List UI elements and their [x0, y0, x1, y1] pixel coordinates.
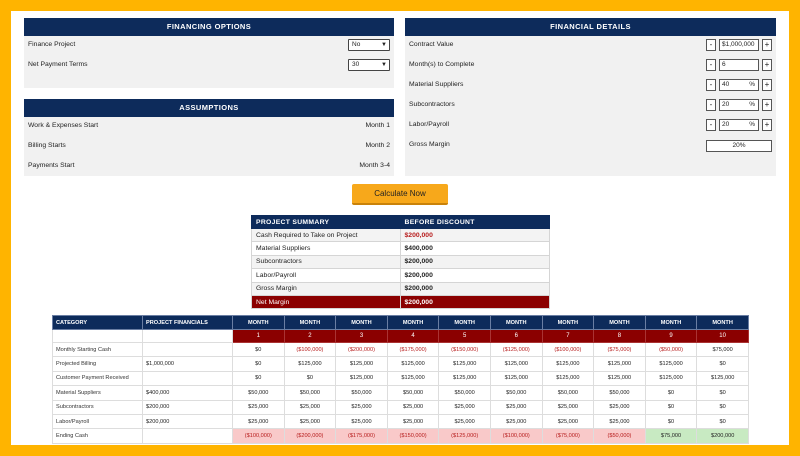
blank-cell	[143, 330, 233, 343]
month-value-cell: $50,000	[594, 386, 646, 400]
month-value-cell: $125,000	[439, 371, 491, 385]
month-value-cell: ($150,000)	[439, 343, 491, 357]
labor-payroll-label: Labor/Payroll	[409, 121, 450, 128]
header-month: MONTH	[697, 316, 749, 330]
month-value-cell: ($125,000)	[439, 429, 491, 443]
month-value-cell: ($150,000)	[387, 429, 439, 443]
month-value-cell: $25,000	[233, 400, 285, 414]
month-value-cell: $25,000	[336, 414, 388, 428]
financial-details-title: FINANCIAL DETAILS	[405, 18, 776, 36]
percent-unit: %	[749, 81, 755, 88]
table-row	[53, 414, 749, 428]
table-row	[53, 400, 749, 414]
summary-row	[252, 269, 550, 282]
month-value-cell: $0	[697, 414, 749, 428]
app-canvas	[11, 11, 789, 445]
month-value-cell: $75,000	[645, 429, 697, 443]
assumptions-panel	[24, 99, 394, 176]
percent-unit: %	[749, 121, 755, 128]
row-category: Customer Payment Received	[53, 371, 143, 385]
header-month: MONTH	[387, 316, 439, 330]
month-number: 3	[336, 330, 388, 343]
month-value-cell: $125,000	[645, 371, 697, 385]
month-value-cell: $125,000	[387, 357, 439, 371]
month-number: 8	[594, 330, 646, 343]
header-project-financials: PROJECT FINANCIALS	[143, 316, 233, 330]
summary-value: $200,000	[400, 229, 549, 242]
month-value-cell: $50,000	[387, 386, 439, 400]
month-value-cell: $125,000	[490, 357, 542, 371]
row-category: Ending Cash	[53, 429, 143, 443]
subcontractors-label: Subcontractors	[409, 101, 455, 108]
blank-cell	[53, 330, 143, 343]
row-category: Subcontractors	[53, 400, 143, 414]
month-value-cell: $125,000	[490, 371, 542, 385]
months-label: Month(s) to Complete	[409, 61, 475, 68]
month-value-cell: $75,000	[697, 343, 749, 357]
month-value-cell: $0	[233, 343, 285, 357]
row-category: Monthly Starting Cash	[53, 343, 143, 357]
month-value-cell: $25,000	[594, 414, 646, 428]
material-suppliers-label: Material Suppliers	[409, 81, 464, 88]
month-value-cell: ($75,000)	[542, 429, 594, 443]
month-value-cell: $125,000	[594, 357, 646, 371]
month-value-cell: ($175,000)	[387, 343, 439, 357]
contract-value-label: Contract Value	[409, 41, 454, 48]
month-value-cell: $125,000	[542, 357, 594, 371]
monthly-financials-table	[52, 315, 749, 444]
assumption-value: Month 3-4	[359, 162, 390, 169]
month-value-cell: $25,000	[594, 400, 646, 414]
month-number: 1	[233, 330, 285, 343]
row-project-financial	[143, 429, 233, 443]
assumption-label: Payments Start	[28, 162, 75, 169]
material-suppliers-stepper	[706, 79, 772, 91]
labor-payroll-input[interactable]	[719, 119, 759, 131]
header-category: CATEGORY	[53, 316, 143, 330]
month-value-cell: $25,000	[233, 414, 285, 428]
month-value-cell: ($50,000)	[645, 343, 697, 357]
row-project-financial	[143, 343, 233, 357]
month-value-cell: $0	[645, 414, 697, 428]
material-suppliers-value: 40	[722, 81, 730, 88]
month-value-cell: $0	[697, 400, 749, 414]
month-value-cell: $25,000	[284, 400, 336, 414]
month-value-cell: $0	[645, 386, 697, 400]
month-number: 10	[697, 330, 749, 343]
months-input[interactable]: 6	[719, 59, 759, 71]
financing-options-panel	[24, 18, 394, 88]
material-suppliers-input[interactable]	[719, 79, 759, 91]
row-category: Labor/Payroll	[53, 414, 143, 428]
summary-row	[252, 242, 550, 255]
summary-row	[252, 229, 550, 242]
gross-margin-value: 20%	[706, 140, 772, 152]
chevron-down-icon: ▼	[381, 42, 387, 48]
month-value-cell: $25,000	[387, 414, 439, 428]
month-value-cell: ($100,000)	[490, 429, 542, 443]
row-project-financial	[143, 371, 233, 385]
header-month: MONTH	[542, 316, 594, 330]
row-category: Material Suppliers	[53, 386, 143, 400]
table-row	[53, 343, 749, 357]
month-value-cell: ($100,000)	[284, 343, 336, 357]
summary-label: Subcontractors	[252, 255, 401, 268]
assumption-label: Billing Starts	[28, 142, 66, 149]
month-number: 2	[284, 330, 336, 343]
month-value-cell: $0	[645, 400, 697, 414]
month-value-cell: $25,000	[542, 414, 594, 428]
month-value-cell: $25,000	[542, 400, 594, 414]
financing-options-title: FINANCING OPTIONS	[24, 18, 394, 36]
chevron-down-icon: ▼	[381, 62, 387, 68]
row-project-financial: $400,000	[143, 386, 233, 400]
month-value-cell: ($75,000)	[594, 343, 646, 357]
month-value-cell: $0	[233, 357, 285, 371]
month-value-cell: $0	[284, 371, 336, 385]
month-value-cell: $25,000	[336, 400, 388, 414]
finance-project-label: Finance Project	[28, 41, 76, 48]
assumption-value: Month 2	[365, 142, 390, 149]
summary-row-net-margin	[252, 295, 550, 308]
financial-details-panel	[405, 18, 776, 176]
month-value-cell: $25,000	[284, 414, 336, 428]
row-category: Projected Billing	[53, 357, 143, 371]
net-terms-select[interactable]	[348, 59, 390, 71]
assumption-label: Work & Expenses Start	[28, 122, 99, 129]
increment-button[interactable]: +	[762, 39, 772, 51]
row-project-financial: $200,000	[143, 414, 233, 428]
table-row	[53, 386, 749, 400]
decrement-button[interactable]: -	[706, 39, 716, 51]
contract-value-stepper	[706, 39, 772, 51]
labor-payroll-value: 20	[722, 121, 730, 128]
header-month: MONTH	[233, 316, 285, 330]
decrement-button[interactable]: -	[706, 59, 716, 71]
assumption-value: Month 1	[365, 122, 390, 129]
month-value-cell: ($125,000)	[490, 343, 542, 357]
row-project-financial: $200,000	[143, 400, 233, 414]
month-value-cell: ($100,000)	[542, 343, 594, 357]
month-value-cell: $50,000	[542, 386, 594, 400]
increment-button[interactable]: +	[762, 79, 772, 91]
summary-value: $200,000	[400, 255, 549, 268]
summary-header-project: PROJECT SUMMARY	[252, 216, 401, 229]
financials-header-row	[53, 316, 749, 330]
summary-label: Material Suppliers	[252, 242, 401, 255]
increment-button[interactable]: +	[762, 59, 772, 71]
month-value-cell: $125,000	[439, 357, 491, 371]
summary-label: Labor/Payroll	[252, 269, 401, 282]
month-value-cell: $125,000	[336, 371, 388, 385]
month-value-cell: $50,000	[284, 386, 336, 400]
summary-value: $400,000	[400, 242, 549, 255]
project-summary-table	[251, 215, 550, 309]
month-value-cell: $125,000	[645, 357, 697, 371]
subcontractors-input[interactable]	[719, 99, 759, 111]
table-row	[53, 429, 749, 443]
month-value-cell: $125,000	[594, 371, 646, 385]
month-number: 6	[490, 330, 542, 343]
month-value-cell: $25,000	[490, 414, 542, 428]
increment-button[interactable]: +	[762, 119, 772, 131]
increment-button[interactable]: +	[762, 99, 772, 111]
table-row	[53, 357, 749, 371]
month-number: 7	[542, 330, 594, 343]
header-month: MONTH	[336, 316, 388, 330]
header-month: MONTH	[645, 316, 697, 330]
summary-header-before-discount: BEFORE DISCOUNT	[400, 216, 549, 229]
subcontractors-stepper	[706, 99, 772, 111]
month-value-cell: $125,000	[336, 357, 388, 371]
summary-value: $200,000	[400, 295, 549, 308]
summary-label: Net Margin	[252, 295, 401, 308]
subcontractors-value: 20	[722, 101, 730, 108]
month-value-cell: ($175,000)	[336, 429, 388, 443]
month-value-cell: $0	[697, 386, 749, 400]
gross-margin-label: Gross Margin	[409, 141, 450, 148]
month-value-cell: $25,000	[490, 400, 542, 414]
calculate-now-button[interactable]: Calculate Now	[352, 184, 448, 205]
header-month: MONTH	[594, 316, 646, 330]
month-value-cell: ($50,000)	[594, 429, 646, 443]
net-terms-label: Net Payment Terms	[28, 61, 88, 68]
summary-value: $200,000	[400, 269, 549, 282]
month-value-cell: $25,000	[387, 400, 439, 414]
month-value-cell: $25,000	[439, 400, 491, 414]
summary-row	[252, 282, 550, 295]
summary-value: $200,000	[400, 282, 549, 295]
finance-project-value: No	[352, 41, 361, 48]
decrement-button[interactable]: -	[706, 79, 716, 91]
month-value-cell: $0	[697, 357, 749, 371]
month-value-cell: $125,000	[284, 357, 336, 371]
month-value-cell: $200,000	[697, 429, 749, 443]
month-value-cell: $25,000	[439, 414, 491, 428]
finance-project-select[interactable]	[348, 39, 390, 51]
month-value-cell: ($100,000)	[233, 429, 285, 443]
month-value-cell: $125,000	[697, 371, 749, 385]
decrement-button[interactable]: -	[706, 119, 716, 131]
header-month: MONTH	[284, 316, 336, 330]
month-value-cell: $50,000	[233, 386, 285, 400]
month-value-cell: $125,000	[542, 371, 594, 385]
month-number-row	[53, 330, 749, 343]
month-number: 9	[645, 330, 697, 343]
table-row	[53, 371, 749, 385]
month-number: 4	[387, 330, 439, 343]
assumptions-title: ASSUMPTIONS	[24, 99, 394, 117]
header-month: MONTH	[439, 316, 491, 330]
summary-row	[252, 255, 550, 268]
net-terms-value: 30	[352, 61, 360, 68]
month-value-cell: $125,000	[387, 371, 439, 385]
month-value-cell: $50,000	[336, 386, 388, 400]
contract-value-input[interactable]: $1,000,000	[719, 39, 759, 51]
month-value-cell: $50,000	[439, 386, 491, 400]
summary-label: Gross Margin	[252, 282, 401, 295]
percent-unit: %	[749, 101, 755, 108]
summary-label: Cash Required to Take on Project	[252, 229, 401, 242]
header-month: MONTH	[490, 316, 542, 330]
month-value-cell: $0	[233, 371, 285, 385]
month-value-cell: $50,000	[490, 386, 542, 400]
months-stepper	[706, 59, 772, 71]
month-value-cell: ($200,000)	[284, 429, 336, 443]
decrement-button[interactable]: -	[706, 99, 716, 111]
labor-payroll-stepper	[706, 119, 772, 131]
month-number: 5	[439, 330, 491, 343]
row-project-financial: $1,000,000	[143, 357, 233, 371]
month-value-cell: ($200,000)	[336, 343, 388, 357]
